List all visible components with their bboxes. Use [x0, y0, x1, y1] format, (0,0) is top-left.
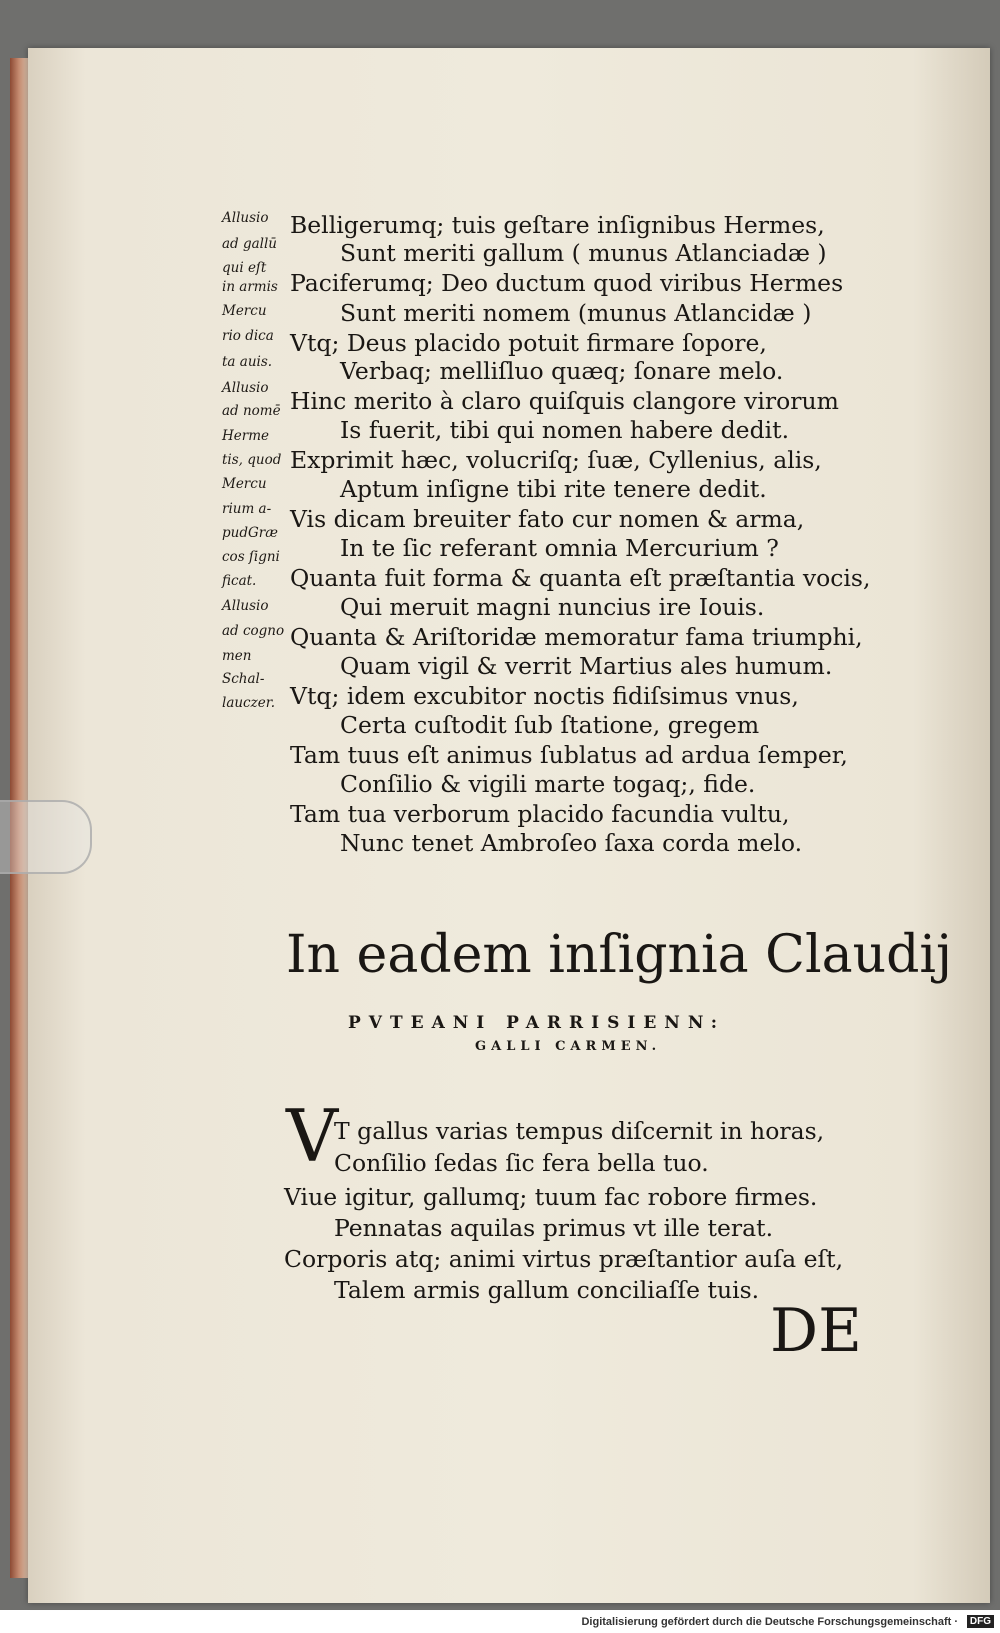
verse-line: Talem armis gallum conciliaſſe tuis.: [334, 1276, 760, 1304]
verse-line: Sunt meriti nomem (munus Atlancidæ ): [340, 299, 812, 327]
drop-cap: V: [286, 1094, 338, 1178]
margin-note: men: [222, 648, 252, 664]
margin-note: Allusio: [222, 210, 269, 226]
verse-line: Aptum inſigne tibi rite tenere dedit.: [340, 475, 767, 503]
verse-line: Sunt meriti gallum ( munus Atlanciadæ ): [340, 239, 827, 267]
margin-note: tis, quod: [222, 452, 282, 468]
verse-line: Exprimit hæc, volucriſq; ſuæ, Cyllenius, alis,: [290, 446, 822, 474]
margin-note: pudGræ: [222, 525, 278, 541]
margin-note: cos ſigni: [222, 549, 280, 565]
verse-line: Verbaq; melliſluo quæq; ſonare melo.: [340, 357, 784, 385]
margin-note: in armis: [222, 279, 278, 295]
verse-line: Tam tuus eſt animus ſublatus ad ardua ſemper,: [290, 741, 848, 769]
verse-line: Pennatas aquilas primus vt ille terat.: [334, 1214, 774, 1242]
margin-note: Mercu: [222, 476, 267, 492]
verse-line: Conſilio ſedas ſic fera bella tuo.: [334, 1149, 709, 1177]
footer-bar: [0, 1612, 1000, 1633]
margin-note: Allusio: [222, 598, 269, 614]
verse-line: Quanta & Ariſtoridæ memoratur fama triumphi,: [290, 623, 863, 651]
verse-line: Quanta fuit forma & quanta eſt præſtantia vocis,: [290, 564, 871, 592]
margin-note: rio dica: [222, 328, 274, 344]
dfg-logo: DFG: [967, 1615, 994, 1628]
margin-note: qui eſt: [222, 260, 267, 276]
verse-line: Hinc merito à claro quiſquis clangore virorum: [290, 387, 839, 415]
margin-note: ad gallū: [222, 236, 278, 252]
verse-line: Viue igitur, gallumq; tuum fac robore firmes.: [284, 1183, 818, 1211]
section-title: In eadem inſignia Claudij: [286, 925, 953, 985]
margin-note: Mercu: [222, 303, 267, 319]
verse-line: Belligerumq; tuis geſtare inſignibus Hermes,: [290, 211, 825, 239]
margin-note: ficat.: [222, 573, 257, 589]
verse-line: Corporis atq; animi virtus præſtantior auſa eſt,: [284, 1245, 844, 1273]
verse-line: Vtq; Deus placido potuit firmare ſopore,: [290, 329, 767, 357]
margin-note: rium a-: [222, 501, 272, 517]
margin-note: ad nomē: [222, 403, 281, 419]
verse-line: T gallus varias tempus diſcernit in horas,: [334, 1117, 825, 1145]
verse-line: Certa cuſtodit ſub ſtatione, gregem: [340, 711, 760, 739]
verse-line: In te ſic referant omnia Mercurium ?: [340, 534, 779, 562]
verse-line: Nunc tenet Ambroſeo ſaxa corda melo.: [340, 829, 803, 857]
margin-note: ad cogno: [222, 623, 285, 639]
verse-line: Vtq; idem excubitor noctis fidiſsimus vnus,: [290, 682, 799, 710]
margin-note: ta auis.: [222, 354, 273, 370]
margin-note: Herme: [222, 428, 270, 444]
verse-line: Is fuerit, tibi qui nomen habere dedit.: [340, 416, 790, 444]
verse-line: Vis dicam breuiter fato cur nomen & arma,: [290, 505, 805, 533]
margin-note: lauczer.: [222, 695, 275, 711]
verse-line: Qui meruit magni nuncius ire Iouis.: [340, 593, 765, 621]
verse-line: Conſilio & vigili marte togaq;, fide.: [340, 770, 756, 798]
section-subtitle: PVTEANI PARRISIENN:: [348, 1013, 726, 1033]
margin-note: Allusio: [222, 380, 269, 396]
verse-line: Quam vigil & verrit Martius ales humum.: [340, 652, 833, 680]
margin-note: Schal-: [222, 671, 265, 687]
page-clip: [0, 800, 92, 874]
verse-line: Paciferumq; Deo ductum quod viribus Hermes: [290, 269, 844, 297]
catchword: DE: [770, 1296, 862, 1366]
footer-credit: Digitalisierung gefördert durch die Deutsche Forschungsgemeinschaft ·: [581, 1616, 958, 1628]
verse-line: Tam tua verborum placido facundia vultu,: [290, 800, 790, 828]
section-subtitle-2: GALLI CARMEN.: [475, 1039, 662, 1054]
bleed-through-texture: [800, 200, 980, 1400]
